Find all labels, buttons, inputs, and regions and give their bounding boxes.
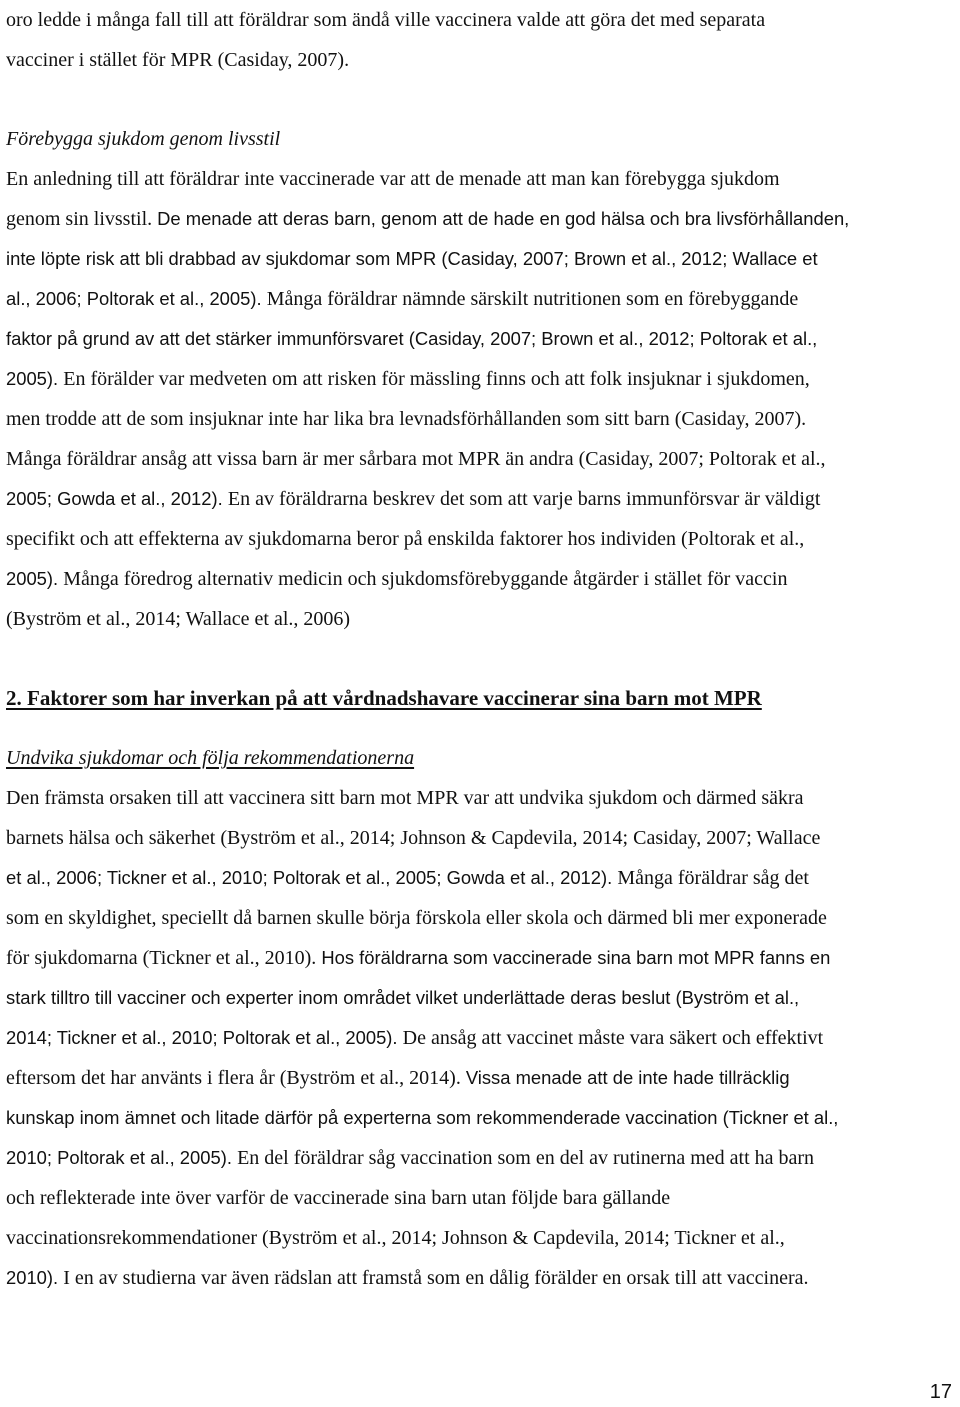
text-span: 2010). [6,1267,64,1288]
text-line: barnets hälsa och säkerhet (Byström et al., 2014; Johnson & Capdevila, 2014; Casiday, 2007; Wallace [6,827,821,849]
text-span: 2014; Tickner et al., 2010; Poltorak et al., 2005). [6,1027,403,1048]
text-line: kunskap inom ämnet och litade därför på experterna som rekommenderade vaccination (Tickner et al., [6,1107,839,1128]
text-line [6,279,954,319]
text-span: I en av studierna var även rädslan att framstå som en dålig förälder en orsak till att vaccinera. [63,1267,809,1289]
text-line [6,559,954,599]
text-span: genom sin livsstil. [6,208,158,230]
text-line [6,858,954,898]
text-span: Hos föräldrarna som vaccinerade sina barn mot MPR fanns en [321,947,831,968]
text-line: oro ledde i många fall till att föräldrar som ändå ville vaccinera valde att göra det med separata [6,9,766,31]
text-span: 2005). [6,568,64,589]
text-line [6,1258,954,1298]
text-line: vaccinationsrekommendationer (Byström et al., 2014; Johnson & Capdevila, 2014; Tickner et al., [6,1227,785,1249]
text-line [6,1018,954,1058]
text-line: som en skyldighet, speciellt då barnen skulle börja förskola eller skola och därmed bli mer exponerade [6,907,827,929]
section-heading: 2. Faktorer som har inverkan på att vårdnadshavare vaccinerar sina barn mot MPR [6,686,762,710]
text-line [6,359,954,399]
text-line: vacciner i stället för MPR (Casiday, 2007). [6,49,350,71]
text-line: men trodde att de som insjuknar inte har lika bra levnadsförhållanden som sitt barn (Casiday, 2007). [6,408,807,430]
text-line [6,479,954,519]
heading-gap [6,718,954,738]
text-span: Många föredrog alternativ medicin och sjukdomsförebyggande åtgärder i stället för vaccin [63,568,788,590]
section-livsstil [6,119,954,639]
paragraph-gap [6,80,954,119]
text-line: och reflekterade inte över varför de vaccinerade sina barn utan följde bara gällande [6,1187,671,1209]
text-span: Många föräldrar såg det [617,867,809,889]
text-line [6,1058,954,1098]
page-number: 17 [929,1381,952,1403]
text-span: et al., 2006; Tickner et al., 2010; Poltorak et al., 2005; Gowda et al., 2012). [6,867,618,888]
text-span: En av föräldrarna beskrev det som att varje barns immunförsvar är väldigt [227,488,821,510]
text-line [6,938,954,978]
text-span: 2010; Poltorak et al., 2005). [6,1147,238,1168]
document-page [6,0,954,1298]
text-line: Den främsta orsaken till att vaccinera sitt barn mot MPR var att undvika sjukdom och därmed säkra [6,787,804,809]
text-line: faktor på grund av att det stärker immunförsvaret (Casiday, 2007; Brown et al., 2012; Poltorak et al., [6,328,818,349]
text-line: Många föräldrar ansåg att vissa barn är mer sårbara mot MPR än andra (Casiday, 2007; Poltorak et al., [6,448,826,470]
section-vaccinerar [6,738,954,1298]
text-line [6,199,954,239]
text-span: 2005; Gowda et al., 2012). [6,488,228,509]
text-span: En del föräldrar såg vaccination som en del av rutinerna med att ha barn [237,1147,815,1169]
text-line: En anledning till att föräldrar inte vaccinerade var att de menade att man kan förebygga sjukdom [6,168,780,190]
text-line [6,1138,954,1178]
text-span: De menade att deras barn, genom att de hade en god hälsa och bra livsförhållanden, [157,208,850,229]
text-line: specifikt och att effekterna av sjukdomarna beror på enskilda faktorer hos individen (Poltorak et al., [6,528,805,550]
text-span: al., 2006; Poltorak et al., 2005). [6,288,267,309]
section-subheading: Undvika sjukdomar och följa rekommendationerna [6,747,415,769]
text-span: för sjukdomarna (Tickner et al., 2010). [6,947,322,969]
section-subheading: Förebygga sjukdom genom livsstil [6,128,281,150]
text-span: De ansåg att vaccinet måste vara säkert och effektivt [402,1027,824,1049]
text-line: stark tilltro till vacciner och experter inom området vilket underlättade deras beslut (Byström et al., [6,987,800,1008]
text-span: eftersom det har använts i flera år (Byström et al., 2014). [6,1067,466,1089]
text-span: En förälder var medveten om att risken för mässling finns och att folk insjuknar i sjukdomen, [63,368,810,390]
paragraph-continuation [6,0,954,80]
text-span: Många föräldrar nämnde särskilt nutritionen som en förebyggande [266,288,799,310]
paragraph-gap [6,639,954,678]
text-line: inte löpte risk att bli drabbad av sjukdomar som MPR (Casiday, 2007; Brown et al., 2012; Wallace et [6,248,818,269]
text-line: (Byström et al., 2014; Wallace et al., 2006) [6,608,351,630]
text-span: Vissa menade att de inte hade tillräcklig [465,1067,790,1088]
text-span: 2005). [6,368,64,389]
